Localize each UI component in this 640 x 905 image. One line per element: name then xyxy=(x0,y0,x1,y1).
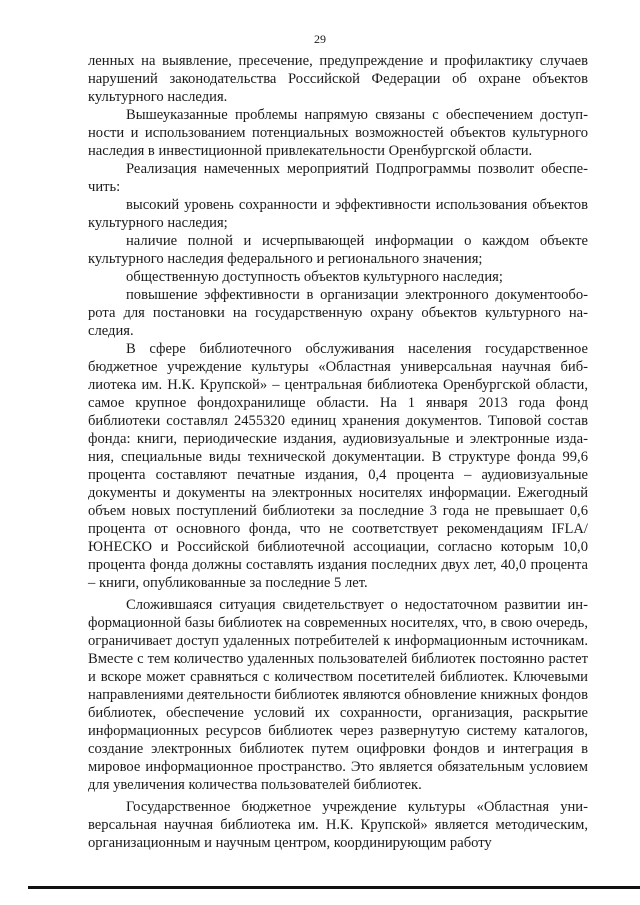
list-item-document-flow: повышение эффективности в организации электронного документооборота для постановки на государственную охрану объектов культурного наследия. xyxy=(88,287,588,339)
bottom-divider xyxy=(28,886,640,889)
paragraph-continuation: ленных на выявление, пресечение, предупреждение и профилактику случаев нарушений законодательства Российской Федерации об охране объектов культурного наследия. xyxy=(88,53,588,105)
paragraph-library-service: В сфере библиотечного обслуживания населения государственное бюджетное учреждение культуры «Областная универсальная научная библиотека им. Н.К. Крупской» – центральная библиотека Оренбургской области, самое крупное фондохранилище области. На 1 января 2013 года фонд библиотеки составлял 2455320 единиц хранения документов. Типовой состав фонда: книги, периодические издания, аудиовизуальные и электронные издания, специальные виды технической документации. В структуре фонда 99,6 процента составляют печатные издания, 0,4 процента – аудиовизуальные документы и документы на электронных носителях информации. Ежегодный объем новых поступлений библиотеки за последние 3 года не превышает 0,6 процента от основного фонда, что не соответствует рекомендациям IFLA/ЮНЕСКО и Российской библиотечной ассоциации, согласно которым 10,0 процента фонда должны составлять издания последних двух лет, 40,0 процента – книги, опубликованные за последние 5 лет. xyxy=(88,341,588,591)
list-item-information: наличие полной и исчерпывающей информации о каждом объекте культурного наследия федерального и регионального значения; xyxy=(88,233,588,267)
list-item-accessibility: общественную доступность объектов культурного наследия; xyxy=(126,269,503,285)
page-number: 29 xyxy=(314,32,326,46)
list-item-preservation: высокий уровень сохранности и эффективности использования объектов культурного наследия; xyxy=(88,197,588,231)
paragraph-implementation: Реализация намеченных мероприятий Подпрограммы позволит обеспечить: xyxy=(88,161,588,195)
paragraph-methodical-center: Государственное бюджетное учреждение культуры «Областная универсальная научная библиотека им. Н.К. Крупской» является методическим, организационным и научным центром, координирующим работу xyxy=(88,799,588,851)
document-body xyxy=(88,52,588,852)
paragraph-situation: Сложившаяся ситуация свидетельствует о недостаточном развитии информационной базы библиотек на современных носителях, что, в свою очередь, ограничивает доступ удаленных потребителей к информационным источникам. Вместе с тем количество удаленных пользователей библиотек постоянно растет и вскоре может сравняться с количеством посетителей библиотек. Ключевыми направлениями деятельности библиотек являются обновление книжных фондов библиотек, обеспечение условий их сохранности, организация, раскрытие информационных ресурсов библиотек через развернутую систему каталогов, создание электронных библиотек путем оцифровки фондов и интеграция в мировое информационное пространство. Это является обязательным условием для увеличения количества пользователей библиотек. xyxy=(88,597,588,793)
paragraph-problems: Вышеуказанные проблемы напрямую связаны с обеспечением доступности и использованием потенциальных возможностей объектов культурного наследия в инвестиционной привлекательности Оренбургской области. xyxy=(88,107,588,159)
